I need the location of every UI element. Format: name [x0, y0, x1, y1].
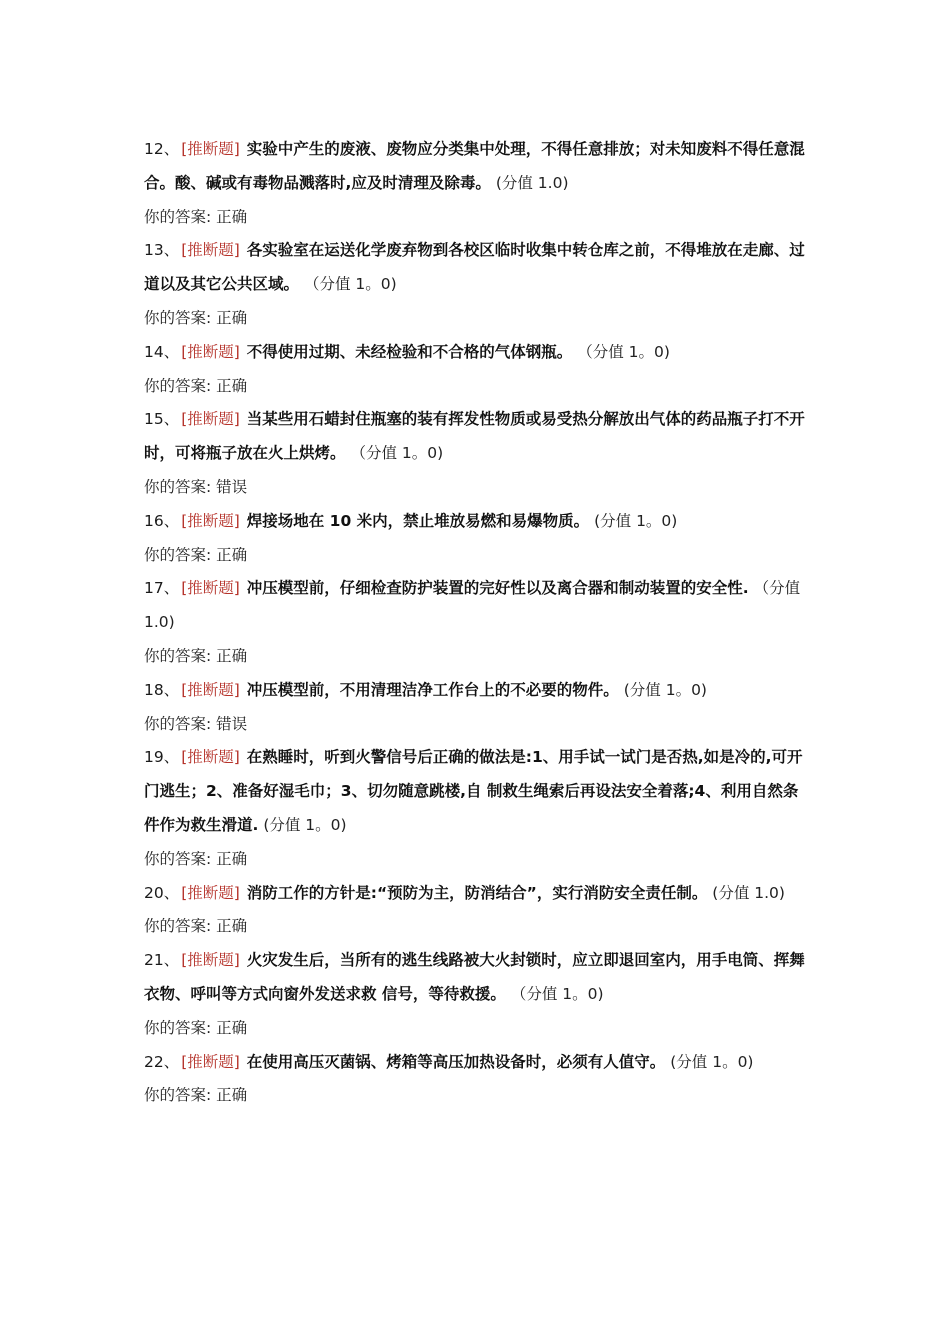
answer-line — [144, 539, 810, 573]
question-text: 实验中产生的废液、废物应分类集中处理，不得任意排放；对未知废料不得任意混合。酸、碱或有毒物品溅落时,应及时清理及除毒。 — [144, 140, 805, 192]
answer-label: 你的答案: — [144, 207, 212, 226]
answer-line — [144, 201, 810, 235]
question-number: 19、 — [144, 748, 180, 767]
question-item — [144, 234, 810, 302]
answer-label: 你的答案: — [144, 308, 212, 327]
question-item — [144, 944, 810, 1012]
answer-label: 你的答案: — [144, 646, 212, 665]
question-score: （分值 1。0) — [350, 444, 444, 463]
answer-line — [144, 910, 810, 944]
question-number: 14、 — [144, 342, 180, 361]
question-number: 18、 — [144, 680, 180, 699]
question-score: (分值 1.0) — [712, 883, 785, 902]
question-type-tag: [推断题] — [181, 342, 240, 361]
question-text: 不得使用过期、未经检验和不合格的气体钢瓶。 — [246, 342, 573, 361]
question-type-tag: [推断题] — [181, 951, 240, 970]
answer-value: 正确 — [216, 545, 248, 564]
question-text: 当某些用石蜡封住瓶塞的装有挥发性物质或易受热分解放出气体的药品瓶子打不开时，可将瓶子放在火上烘烤。 — [144, 410, 805, 463]
question-number: 21、 — [144, 951, 180, 970]
answer-value: 正确 — [216, 308, 248, 327]
answer-line — [144, 1012, 810, 1046]
question-item — [144, 403, 810, 471]
question-item — [144, 336, 810, 370]
answer-value: 正确 — [216, 917, 248, 936]
question-item — [144, 572, 810, 640]
question-type-tag: [推断题] — [181, 748, 240, 767]
answer-line — [144, 471, 810, 505]
question-item — [144, 674, 810, 708]
question-text: 在熟睡时，听到火警信号后正确的做法是:1、用手试一试门是否热,如是冷的,可开门逃生；2、准备好湿毛巾；3、切勿随意跳楼,自 制救生绳索后再设法安全着落;4、利用自然条件作为救生滑道. — [144, 748, 803, 834]
question-item — [144, 505, 810, 539]
question-item — [144, 877, 810, 911]
question-text: 焊接场地在 10 米内，禁止堆放易燃和易爆物质。 — [246, 511, 590, 530]
question-number: 12、 — [144, 140, 180, 158]
question-list — [144, 133, 810, 1113]
question-item — [144, 741, 810, 842]
question-number: 15、 — [144, 410, 180, 429]
answer-label: 你的答案: — [144, 849, 212, 868]
question-number: 16、 — [144, 511, 180, 530]
question-type-tag: [推断题] — [181, 140, 240, 158]
answer-label: 你的答案: — [144, 545, 212, 564]
answer-value: 正确 — [216, 1018, 248, 1037]
question-score: (分值 1.0) — [495, 173, 569, 192]
question-number: 20、 — [144, 883, 180, 902]
question-type-tag: [推断题] — [181, 680, 240, 699]
question-type-tag: [推断题] — [181, 883, 240, 902]
answer-line — [144, 640, 810, 674]
answer-line — [144, 708, 810, 742]
answer-label: 你的答案: — [144, 376, 212, 395]
question-score: (分值 1。0) — [670, 1052, 754, 1071]
question-score: (分值 1。0) — [263, 815, 347, 834]
answer-label: 你的答案: — [144, 714, 212, 733]
answer-label: 你的答案: — [144, 477, 212, 496]
question-text: 各实验室在运送化学废弃物到各校区临时收集中转仓库之前，不得堆放在走廊、过道以及其它公共区域。 — [144, 241, 805, 294]
question-item — [144, 1046, 810, 1080]
question-item — [144, 133, 810, 201]
question-text: 火灾发生后，当所有的逃生线路被大火封锁时，应立即退回室内，用手电筒、挥舞衣物、呼叫等方式向窗外发送求救 信号，等待救援。 — [144, 951, 805, 1003]
answer-label: 你的答案: — [144, 917, 212, 936]
question-score: (分值 1。0) — [594, 511, 678, 530]
question-score: （分值 1。0) — [303, 275, 397, 294]
answer-value: 正确 — [216, 646, 248, 665]
question-type-tag: [推断题] — [181, 410, 240, 429]
question-text: 在使用高压灭菌锅、烤箱等高压加热设备时，必须有人值守。 — [246, 1052, 666, 1071]
answer-value: 错误 — [216, 477, 248, 496]
answer-value: 正确 — [216, 1086, 248, 1105]
question-type-tag: [推断题] — [181, 1052, 240, 1071]
question-score: （分值 1。0) — [510, 984, 604, 1003]
question-number: 22、 — [144, 1052, 180, 1071]
answer-label: 你的答案: — [144, 1086, 212, 1105]
question-type-tag: [推断题] — [181, 511, 240, 530]
answer-value: 正确 — [216, 376, 248, 395]
answer-label: 你的答案: — [144, 1018, 212, 1037]
question-number: 17、 — [144, 579, 180, 598]
answer-line — [144, 1079, 810, 1113]
question-score: (分值 1。0) — [623, 680, 707, 699]
question-text: 冲压模型前，仔细检查防护装置的完好性以及离合器和制动装置的安全性. — [246, 579, 749, 598]
question-text: 消防工作的方针是:“预防为主，防消结合”，实行消防安全责任制。 — [246, 883, 708, 902]
question-type-tag: [推断题] — [181, 579, 240, 598]
answer-value: 错误 — [216, 714, 248, 733]
question-number: 13、 — [144, 241, 180, 260]
question-text: 冲压模型前，不用清理洁净工作台上的不必要的物件。 — [246, 680, 619, 699]
answer-line — [144, 370, 810, 404]
answer-value: 正确 — [216, 849, 248, 868]
answer-value: 正确 — [216, 207, 248, 226]
answer-line — [144, 843, 810, 877]
question-type-tag: [推断题] — [181, 241, 240, 260]
question-score: （分值 1。0) — [577, 342, 670, 361]
answer-line — [144, 302, 810, 336]
question-score: （分值 1.0) — [144, 579, 801, 632]
